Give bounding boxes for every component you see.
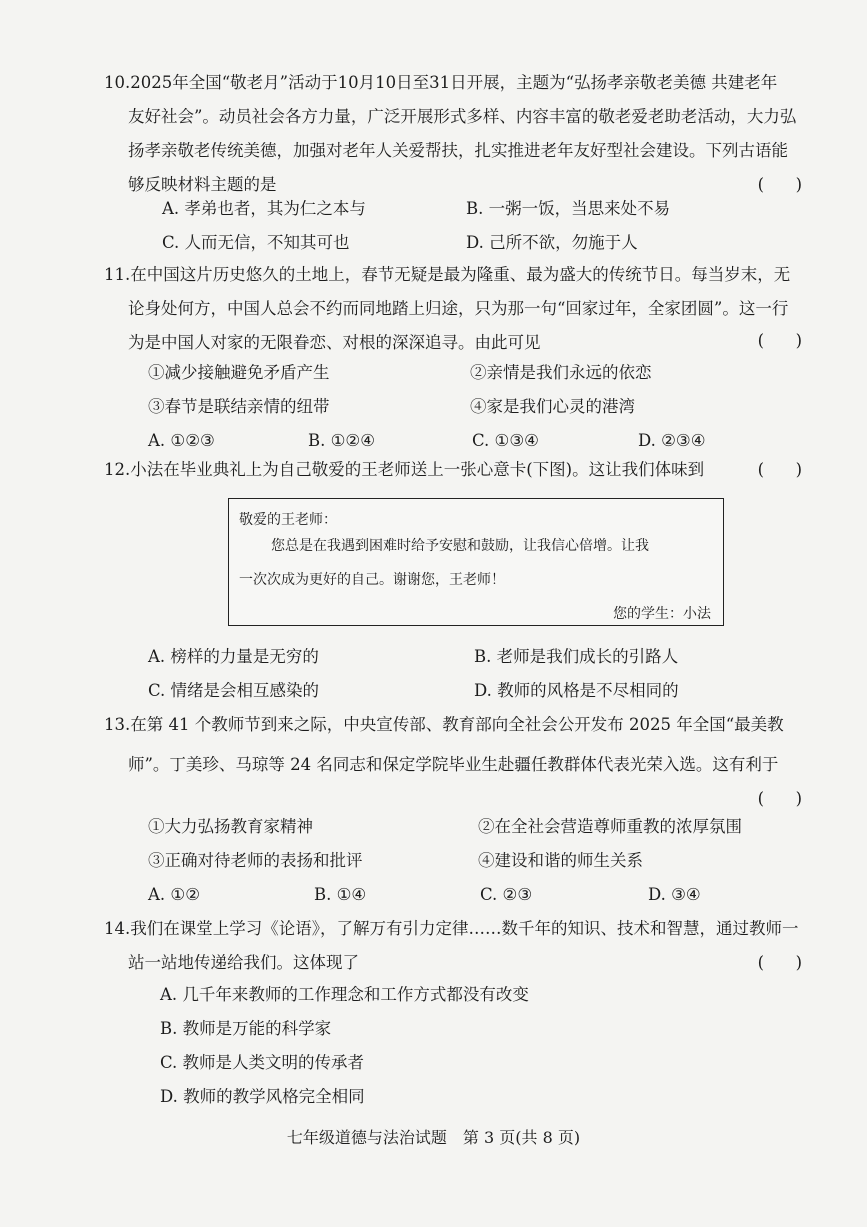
- question-14: [104, 912, 808, 980]
- option-d: D. 教师的风格是不尽相同的: [474, 681, 679, 700]
- option-a: A. 榜样的力量是无穷的: [148, 647, 319, 666]
- question-10-line-1: 10.2025年全国“敬老月”活动于10月10日至31日开展，主题为“弘扬孝亲敬老美德 共建老年: [104, 73, 778, 92]
- question-11-line-2: 论身处何方，中国人总会不约而同地踏上归途，只为那一句“回家过年，全家团圆”。这一行: [128, 299, 789, 318]
- statement-1: ①大力弘扬教育家精神: [148, 817, 313, 836]
- option-c: C. 教师是人类文明的传承者: [160, 1053, 365, 1072]
- statement-3: ③春节是联结亲情的纽带: [148, 397, 330, 416]
- question-13: [104, 708, 808, 808]
- option-b: B. 老师是我们成长的引路人: [474, 647, 679, 666]
- option-b: B. ①②④: [308, 431, 375, 450]
- thank-you-card: [228, 498, 724, 626]
- question-10-line-2: 友好社会”。动员社会各方力量，广泛开展形式多样、内容丰富的敬老爱老助老活动，大力弘: [128, 107, 797, 126]
- question-10-line-4: 够反映材料主题的是: [128, 175, 277, 194]
- question-12-line-1: 12.小法在毕业典礼上为自己敬爱的王老师送上一张心意卡(下图)。这让我们体味到: [104, 460, 705, 479]
- option-d: D. 教师的教学风格完全相同: [160, 1087, 365, 1106]
- question-11-line-3: 为是中国人对家的无限眷恋、对根的深深追寻。由此可见: [128, 333, 541, 352]
- option-c: C. ②③: [480, 885, 533, 904]
- statement-2: ②在全社会营造尊师重教的浓厚氛围: [478, 817, 742, 836]
- card-signature: 您的学生：小法: [613, 606, 711, 622]
- answer-bracket: ( ): [757, 175, 802, 194]
- option-a: A. 孝弟也者，其为仁之本与: [162, 199, 366, 218]
- statement-2: ②亲情是我们永远的依恋: [470, 363, 652, 382]
- question-10: [104, 66, 808, 202]
- option-c: C. 人而无信，不知其可也: [162, 233, 350, 252]
- question-13-line-1: 13.在第 41 个教师节到来之际，中央宣传部、教育部向全社会公开发布 2025 年全国“最美教: [104, 715, 784, 734]
- statement-4: ④家是我们心灵的港湾: [470, 397, 635, 416]
- question-13-line-2: 师”。丁美珍、马琼等 24 名同志和保定学院毕业生赴疆任教群体代表光荣入选。这有利于: [128, 755, 779, 774]
- question-number: 11.: [104, 265, 131, 284]
- card-line-2: 一次次成为更好的自己。谢谢您，王老师！: [239, 572, 505, 588]
- option-c: C. ①③④: [472, 431, 539, 450]
- option-b: B. 教师是万能的科学家: [160, 1019, 332, 1038]
- option-a: A. 几千年来教师的工作理念和工作方式都没有改变: [160, 985, 529, 1004]
- statement-1: ①减少接触避免矛盾产生: [148, 363, 330, 382]
- question-10-line-3: 扬孝亲敬老传统美德，加强对老年人关爱帮扶，扎实推进老年友好型社会建设。下列古语能: [128, 141, 788, 160]
- option-b: B. ①④: [314, 885, 367, 904]
- answer-bracket: ( ): [757, 789, 802, 808]
- question-number: 14.: [104, 919, 131, 938]
- option-a: A. ①②③: [148, 431, 215, 450]
- option-d: D. ③④: [648, 885, 701, 904]
- question-number: 13.: [104, 715, 131, 734]
- option-d: D. ②③④: [638, 431, 706, 450]
- answer-bracket: ( ): [757, 953, 802, 972]
- question-11-line-1: 11.在中国这片历史悠久的土地上，春节无疑是最为隆重、最为盛大的传统节日。每当岁末，无: [104, 265, 791, 284]
- card-salutation: 敬爱的王老师：: [239, 512, 337, 528]
- statement-4: ④建设和谐的师生关系: [478, 851, 643, 870]
- question-number: 10.: [104, 73, 131, 92]
- card-line-1: 您总是在我遇到困难时给予安慰和鼓励，让我信心倍增。让我: [271, 538, 649, 554]
- option-b: B. 一粥一饭，当思来处不易: [466, 199, 671, 218]
- question-12: [104, 453, 808, 487]
- option-a: A. ①②: [148, 885, 200, 904]
- question-14-line-2: 站一站地传递给我们。这体现了: [128, 953, 359, 972]
- answer-bracket: ( ): [757, 460, 802, 479]
- statement-3: ③正确对待老师的表扬和批评: [148, 851, 363, 870]
- question-14-line-1: 14.我们在课堂上学习《论语》，了解万有引力定律……数千年的知识、技术和智慧，通过教师一: [104, 919, 799, 938]
- question-number: 12.: [104, 460, 131, 479]
- option-c: C. 情绪是会相互感染的: [148, 681, 320, 700]
- answer-bracket: ( ): [757, 331, 802, 350]
- option-d: D. 己所不欲，勿施于人: [466, 233, 638, 252]
- page-footer: 七年级道德与法治试题 第 3 页(共 8 页): [286, 1128, 581, 1147]
- question-11: [104, 258, 808, 360]
